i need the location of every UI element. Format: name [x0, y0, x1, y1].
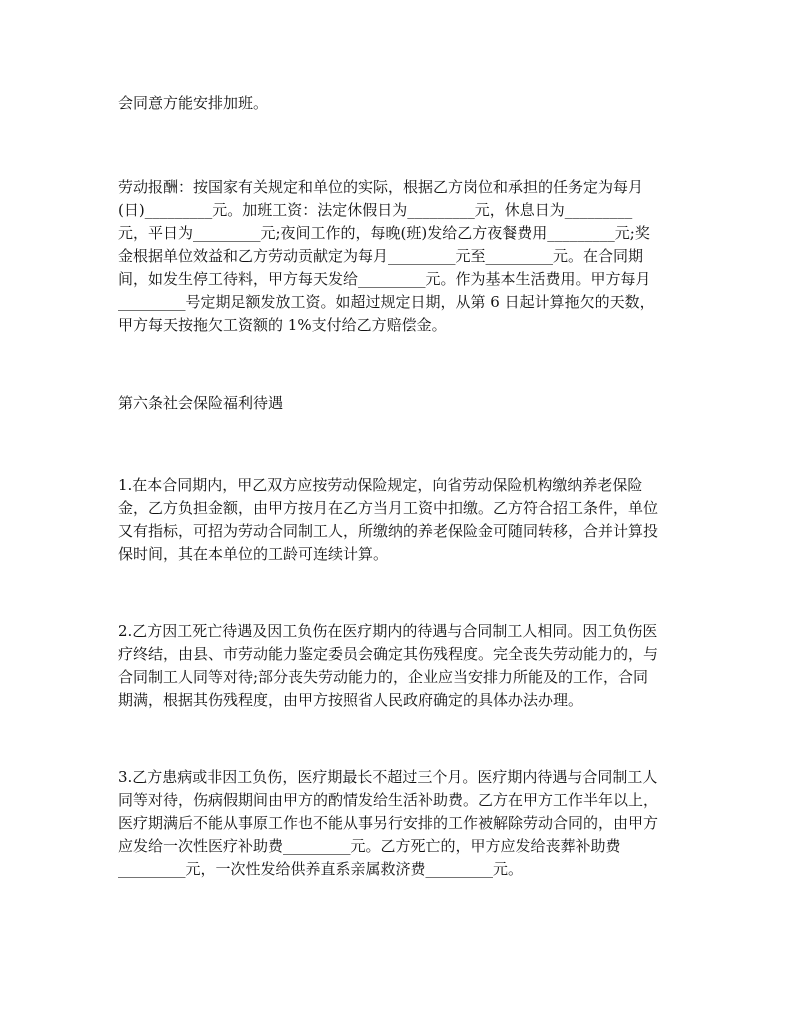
heading-text: 第六条社会保险福利待遇: [118, 394, 284, 412]
text-line: (日)_________元。加班工资：法定休假日为_________元，休息日为_________: [118, 201, 633, 219]
section-heading: [118, 392, 678, 415]
text-line: 同等对待，伤病假期间由甲方的酌情发给生活补助费。乙方在甲方工作半年以上，: [118, 791, 659, 809]
text-line: 间，如发生停工待料，甲方每天发给_________元。作为基本生活费用。甲方每月: [118, 270, 651, 288]
text-line: 元，平日为_________元;夜间工作的，每晚(班)发给乙方夜餐费用_________元;奖: [118, 224, 650, 242]
text-line: 会同意方能安排加班。: [118, 94, 269, 112]
text-line: 医疗期满后不能从事原工作也不能从事另行安排的工作被解除劳动合同的，由甲方: [118, 814, 659, 832]
text-line: 2.乙方因工死亡待遇及因工负伤在医疗期内的待遇与合同制工人相同。因工负伤医: [118, 622, 658, 640]
text-line: 甲方每天按拖欠工资额的 1%支付给乙方赔偿金。: [118, 316, 447, 334]
text-line: 金，乙方负担金额，由甲方按月在乙方当月工资中扣缴。乙方符合招工条件，单位: [118, 499, 659, 517]
text-line: 合同制工人同等对待;部分丧失劳动能力的，企业应当安排力所能及的工作，合同: [118, 668, 649, 686]
text-line: 又有指标，可招为劳动合同制工人，所缴纳的养老保险金可随同转移，合并计算投: [118, 522, 659, 540]
text-line: 3.乙方患病或非因工负伤，医疗期最长不超过三个月。医疗期内待遇与合同制工人: [118, 768, 658, 786]
paragraph-labor-remuneration: [118, 176, 678, 337]
text-line: 应发给一次性医疗补助费_________元。乙方死亡的，甲方应发给丧葬补助费: [118, 837, 621, 855]
text-line: 1.在本合同期内，甲乙双方应按劳动保险规定，向省劳动保险机构缴纳养老保险: [118, 476, 643, 494]
text-line: 保时间，其在本单位的工龄可连续计算。: [118, 545, 389, 563]
text-line: _________元，一次性发给供养直系亲属救济费_________元。: [118, 860, 524, 878]
paragraph-overtime-consent: [118, 92, 678, 115]
paragraph-illness-injury: [118, 766, 678, 881]
paragraph-pension-insurance: [118, 474, 678, 566]
text-line: _________号定期足额发放工资。如超过规定日期，从第 6 日起计算拖欠的天数，: [118, 293, 655, 311]
paragraph-work-injury: [118, 620, 678, 712]
text-line: 疗终结，由县、市劳动能力鉴定委员会确定其伤残程度。完全丧失劳动能力的，与: [118, 645, 659, 663]
text-line: 劳动报酬：按国家有关规定和单位的实际，根据乙方岗位和承担的任务定为每月: [118, 178, 644, 196]
text-line: 金根据单位效益和乙方劳动贡献定为每月_________元至_________元。在合同期: [118, 247, 644, 265]
text-line: 期满，根据其伤残程度，由甲方按照省人民政府确定的具体办法办理。: [118, 691, 584, 709]
